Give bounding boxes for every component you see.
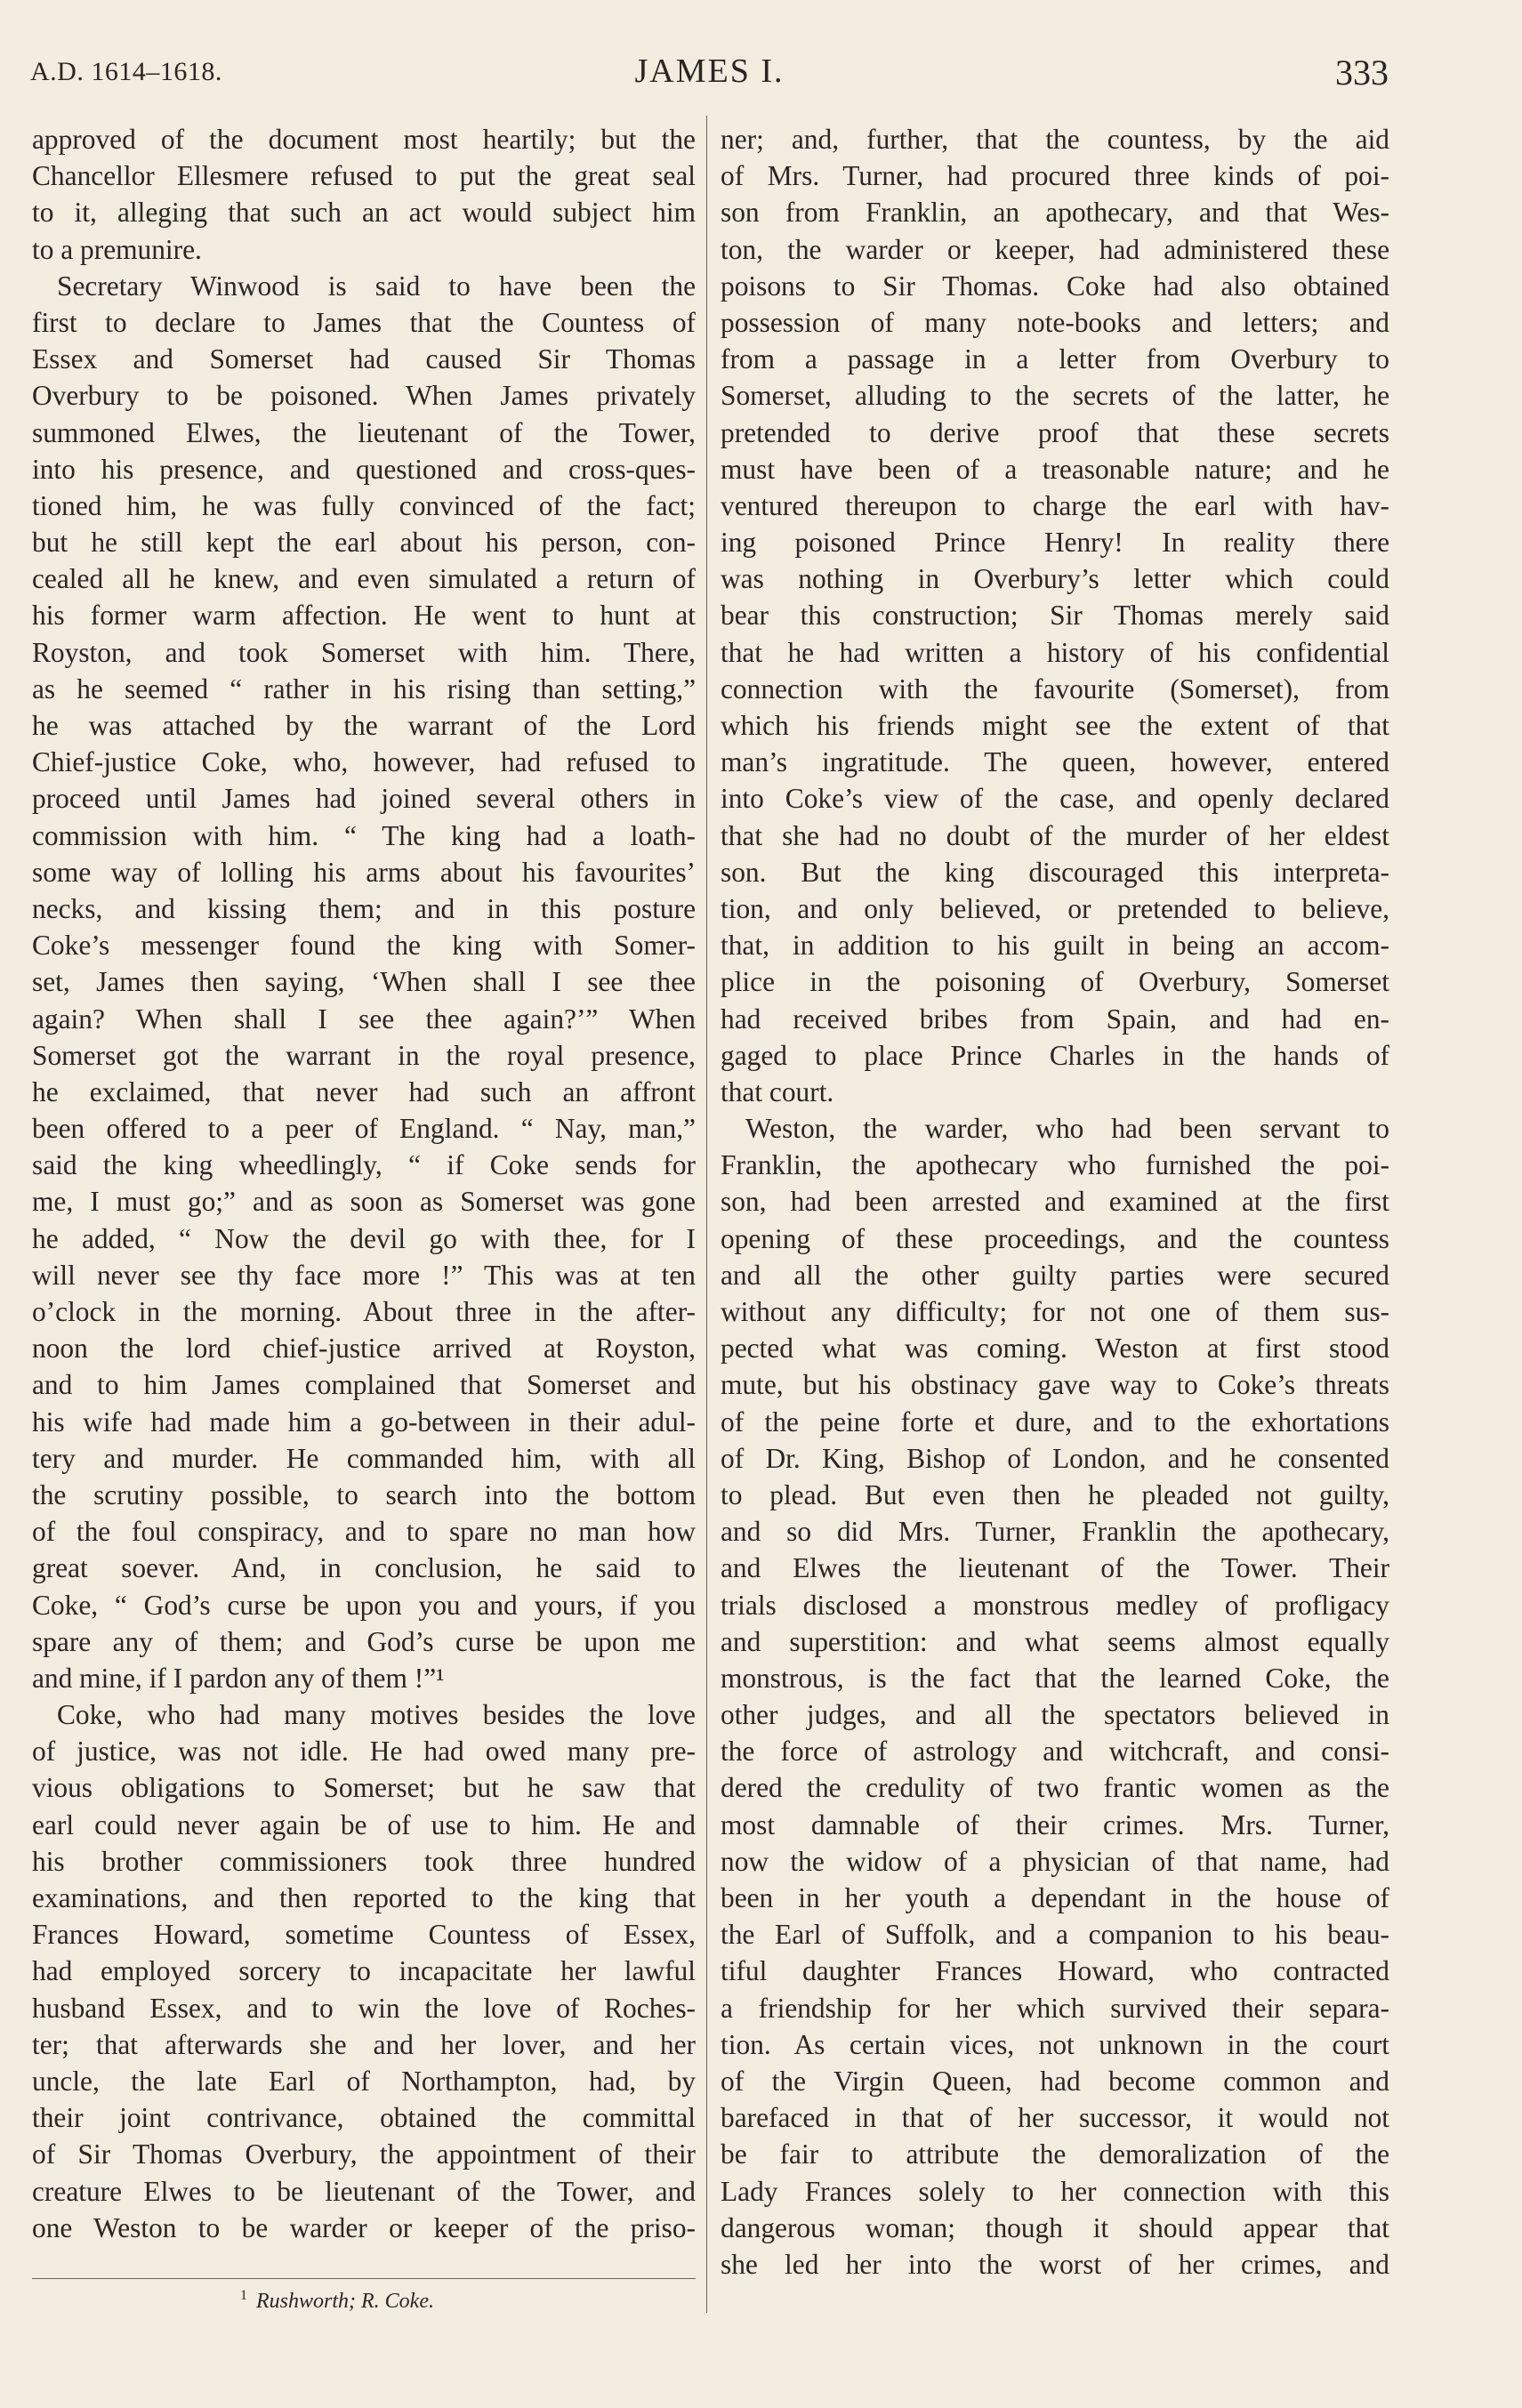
text-line: son. But the king discouraged this interpreta-: [721, 856, 1389, 888]
text-line: Overbury to be poisoned. When James privately: [32, 380, 696, 412]
text-line: examinations, and then reported to the king that: [32, 1882, 696, 1913]
text-line: Somerset, alluding to the secrets of the latter, he: [721, 380, 1389, 412]
text-line: necks, and kissing them; and in this posture: [32, 892, 696, 924]
text-line: his wife had made him a go-between in their adul-: [32, 1405, 696, 1438]
text-line: one Weston to be warder or keeper of the priso-: [32, 2211, 696, 2243]
text-line: summoned Elwes, the lieutenant of the Tower,: [32, 416, 696, 448]
text-line: to plead. But even then he pleaded not guilty,: [721, 1478, 1389, 1510]
text-line: uncle, the late Earl of Northampton, had, by: [32, 2065, 696, 2097]
text-line: plice in the poisoning of Overbury, Somerset: [721, 966, 1389, 998]
text-line: his former warm affection. He went to hunt at: [32, 600, 696, 632]
text-line: into his presence, and questioned and cross-ques-: [32, 453, 696, 485]
text-line: he was attached by the warrant of the Lord: [32, 710, 696, 741]
text-line: cealed all he knew, and even simulated a return of: [32, 563, 696, 595]
text-line: his brother commissioners took three hundred: [32, 1845, 696, 1877]
text-line: pected what was coming. Weston at first stood: [721, 1333, 1389, 1365]
text-line: tery and murder. He commanded him, with all: [32, 1442, 696, 1474]
text-line: was nothing in Overbury’s letter which could: [721, 563, 1389, 595]
text-line: some way of lolling his arms about his favourites’: [32, 856, 696, 888]
text-line: son from Franklin, an apothecary, and that Wes-: [721, 197, 1389, 229]
text-line: the force of astrology and witchcraft, and consi-: [721, 1736, 1389, 1768]
running-head: [30, 46, 1389, 100]
text-line: tioned him, he was fully convinced of the fact;: [32, 489, 696, 521]
text-line: creature Elwes to be lieutenant of the Tower, and: [32, 2175, 696, 2207]
footnote-text: Rushworth; R. Coke.: [256, 2290, 434, 2313]
text-line: proceed until James had joined several others in: [32, 783, 696, 815]
text-line: man’s ingratitude. The queen, however, entered: [721, 746, 1389, 778]
text-line: be fair to attribute the demoralization of the: [721, 2138, 1389, 2170]
text-line: had employed sorcery to incapacitate her lawful: [32, 1955, 696, 1987]
text-line: husband Essex, and to win the love of Roches-: [32, 1992, 696, 2024]
text-line: that court.: [721, 1075, 834, 1107]
text-line: ter; that afterwards she and her lover, and her: [32, 2028, 696, 2060]
text-line: to a premunire.: [32, 233, 202, 265]
text-line: as he seemed “ rather in his rising than setting,”: [32, 672, 696, 705]
text-line: Coke, “ God’s curse be upon you and yours, if you: [32, 1589, 696, 1621]
text-line: noon the lord chief-justice arrived at Royston,: [32, 1333, 696, 1365]
text-line: of the Virgin Queen, had become common and: [721, 2065, 1389, 2097]
text-line: tion, and only believed, or pretended to believe,: [721, 892, 1389, 924]
text-line: opening of these proceedings, and the countess: [721, 1222, 1389, 1254]
footnote: [240, 2288, 434, 2314]
text-column-right: [721, 121, 1389, 2283]
text-line: said the king wheedlingly, “ if Coke sends for: [32, 1149, 696, 1181]
text-line: great soever. And, in conclusion, he said to: [32, 1552, 696, 1584]
text-line: and Elwes the lieutenant of the Tower. Their: [721, 1552, 1389, 1584]
text-line: spare any of them; and God’s curse be upon me: [32, 1625, 696, 1657]
text-line: without any difficulty; for not one of them sus-: [721, 1296, 1389, 1327]
text-line: of the peine forte et dure, and to the exhortations: [721, 1405, 1389, 1438]
text-line: barefaced in that of her successor, it would not: [721, 2102, 1389, 2134]
text-line: commission with him. “ The king had a loath-: [32, 819, 696, 851]
text-line: approved of the document most heartily; but the: [32, 124, 696, 155]
text-line: but he still kept the earl about his person, con-: [32, 527, 696, 559]
text-line: gaged to place Prince Charles in the hands of: [721, 1039, 1389, 1071]
text-line: Essex and Somerset had caused Sir Thomas: [32, 343, 696, 375]
footnote-rule: [32, 2278, 696, 2279]
footnote-marker: 1: [240, 2288, 247, 2303]
text-line: must have been of a treasonable nature; and he: [721, 453, 1389, 485]
text-line: mute, but his obstinacy gave way to Coke’s threats: [721, 1369, 1389, 1401]
text-line: bear this construction; Sir Thomas merely said: [721, 600, 1389, 632]
text-line: other judges, and all the spectators believed in: [721, 1699, 1389, 1731]
text-line: Weston, the warder, who had been servant to: [745, 1113, 1389, 1145]
text-line: the scrutiny possible, to search into the bottom: [32, 1478, 696, 1510]
text-line: trials disclosed a monstrous medley of profligacy: [721, 1589, 1389, 1621]
text-line: and so did Mrs. Turner, Franklin the apothecary,: [721, 1516, 1389, 1548]
text-line: ner; and, further, that the countess, by the aid: [721, 124, 1389, 155]
text-line: earl could never again be of use to him. He and: [32, 1808, 696, 1840]
text-line: pretended to derive proof that these secrets: [721, 416, 1389, 448]
text-line: now the widow of a physician of that name, had: [721, 1845, 1389, 1877]
text-line: he exclaimed, that never had such an affront: [32, 1075, 696, 1107]
text-line: Secretary Winwood is said to have been the: [57, 270, 696, 302]
text-line: vious obligations to Somerset; but he saw that: [32, 1772, 696, 1804]
text-line: Royston, and took Somerset with him. There,: [32, 636, 696, 668]
page-number: 333: [1335, 52, 1389, 93]
text-line: tion. As certain vices, not unknown in the court: [721, 2028, 1389, 2060]
text-line: poisons to Sir Thomas. Coke had also obtained: [721, 270, 1389, 302]
text-line: again? When shall I see thee again?’” When: [32, 1003, 696, 1035]
text-line: set, James then saying, ‘When shall I see thee: [32, 966, 696, 998]
text-line: of justice, was not idle. He had owed many pre-: [32, 1736, 696, 1768]
text-line: been offered to a peer of England. “ Nay, man,”: [32, 1113, 696, 1145]
text-line: Frances Howard, sometime Countess of Essex,: [32, 1919, 696, 1951]
text-line: Lady Frances solely to her connection with this: [721, 2175, 1389, 2207]
text-line: first to declare to James that the Countess of: [32, 306, 696, 338]
text-line: and all the other guilty parties were secured: [721, 1259, 1389, 1291]
text-line: ventured thereupon to charge the earl with hav-: [721, 489, 1389, 521]
text-line: she led her into the worst of her crimes, and: [721, 2248, 1389, 2280]
text-line: he added, “ Now the devil go with thee, for I: [32, 1222, 696, 1254]
text-line: and mine, if I pardon any of them !”¹: [32, 1662, 445, 1694]
header-title: JAMES I.: [634, 52, 785, 90]
text-line: o’clock in the morning. About three in the after-: [32, 1296, 696, 1327]
text-line: tiful daughter Frances Howard, who contracted: [721, 1955, 1389, 1987]
text-line: ing poisoned Prince Henry! In reality there: [721, 527, 1389, 559]
text-line: had received bribes from Spain, and had en-: [721, 1003, 1389, 1035]
text-line: most damnable of their crimes. Mrs. Turner,: [721, 1808, 1389, 1840]
text-line: their joint contrivance, obtained the committal: [32, 2102, 696, 2134]
text-line: and superstition: and what seems almost equally: [721, 1625, 1389, 1657]
text-line: Chief-justice Coke, who, however, had refused to: [32, 746, 696, 778]
text-line: the Earl of Suffolk, and a companion to his beau-: [721, 1919, 1389, 1951]
text-line: from a passage in a letter from Overbury to: [721, 343, 1389, 375]
text-line: ton, the warder or keeper, had administered these: [721, 233, 1389, 265]
text-line: that, in addition to his guilt in being an accom-: [721, 930, 1389, 962]
column-divider: [706, 116, 707, 2313]
text-line: of Mrs. Turner, had procured three kinds of poi-: [721, 160, 1389, 192]
text-line: Franklin, the apothecary who furnished the poi-: [721, 1149, 1389, 1181]
text-line: to it, alleging that such an act would subject him: [32, 197, 696, 229]
header-date-range: A.D. 1614–1618.: [30, 57, 222, 86]
text-line: possession of many note-books and letters; and: [721, 306, 1389, 338]
text-line: Chancellor Ellesmere refused to put the great seal: [32, 160, 696, 192]
text-line: of the foul conspiracy, and to spare no man how: [32, 1516, 696, 1548]
text-line: into Coke’s view of the case, and openly declared: [721, 783, 1389, 815]
text-line: that he had written a history of his confidential: [721, 636, 1389, 668]
text-line: and to him James complained that Somerset and: [32, 1369, 696, 1401]
text-line: a friendship for her which survived their separa-: [721, 1992, 1389, 2024]
text-line: will never see thy face more !” This was at ten: [32, 1259, 696, 1291]
text-column-left: [32, 121, 696, 2246]
text-line: son, had been arrested and examined at the first: [721, 1186, 1389, 1218]
text-line: connection with the favourite (Somerset), from: [721, 672, 1389, 705]
text-line: of Dr. King, Bishop of London, and he consented: [721, 1442, 1389, 1474]
text-line: monstrous, is the fact that the learned Coke, the: [721, 1662, 1389, 1694]
text-line: Somerset got the warrant in the royal presence,: [32, 1039, 696, 1071]
text-line: been in her youth a dependant in the house of: [721, 1882, 1389, 1913]
text-line: that she had no doubt of the murder of her eldest: [721, 819, 1389, 851]
text-line: which his friends might see the extent of that: [721, 710, 1389, 741]
text-line: Coke’s messenger found the king with Somer-: [32, 930, 696, 962]
text-line: dangerous woman; though it should appear that: [721, 2211, 1389, 2243]
text-line: of Sir Thomas Overbury, the appointment of their: [32, 2138, 696, 2170]
text-line: me, I must go;” and as soon as Somerset was gone: [32, 1186, 696, 1218]
text-line: dered the credulity of two frantic women as the: [721, 1772, 1389, 1804]
text-line: Coke, who had many motives besides the love: [57, 1699, 696, 1731]
